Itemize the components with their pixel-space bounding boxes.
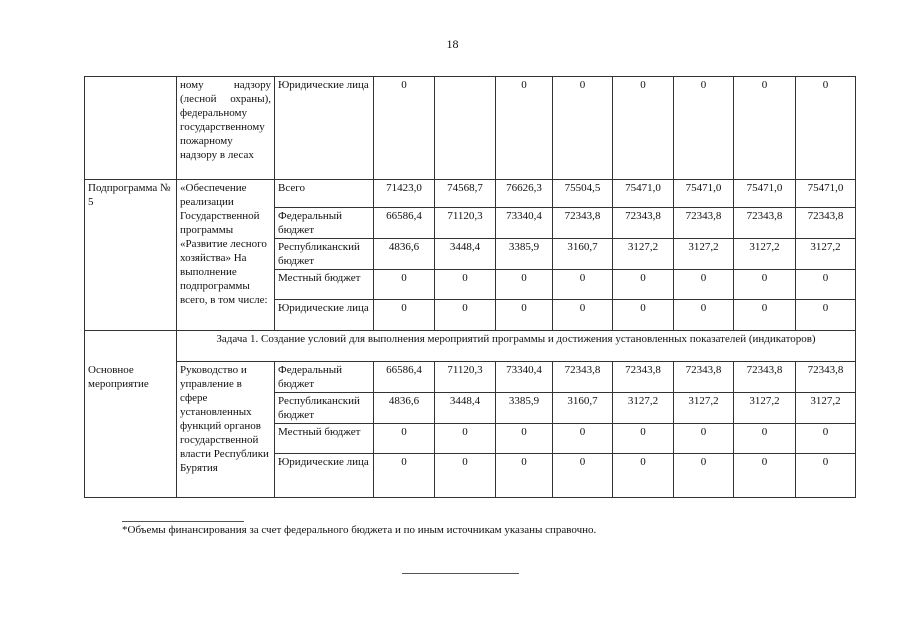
table-row [85,77,856,180]
value-cell: 3127,2 [613,239,674,270]
table-row [85,331,856,362]
value-cell: 75471,0 [613,180,674,208]
value-cell: 73340,4 [496,362,553,393]
value-cell: 3385,9 [496,393,553,424]
value-cell: 0 [734,300,796,331]
value-cell: 72343,8 [674,362,734,393]
value-cell: 0 [553,77,613,180]
value-cell: 71423,0 [374,180,435,208]
value-cell: 3127,2 [734,393,796,424]
value-cell: 3127,2 [674,239,734,270]
value-cell: 0 [553,270,613,300]
value-cell: 3127,2 [796,393,856,424]
value-cell: 3448,4 [435,393,496,424]
value-cell: 71120,3 [435,362,496,393]
value-cell: 0 [796,424,856,454]
table-row [85,362,856,393]
row-label [85,77,177,180]
value-cell: 66586,4 [374,208,435,239]
value-cell: 0 [374,270,435,300]
value-cell: 0 [613,454,674,498]
value-cell: 75504,5 [553,180,613,208]
value-cell: 0 [435,300,496,331]
value-cell: 0 [796,300,856,331]
value-cell: 0 [734,454,796,498]
value-cell: 0 [374,424,435,454]
value-cell: 0 [374,77,435,180]
value-cell: 75471,0 [734,180,796,208]
footnote-text: *Объемы финансирования за счет федерального бюджета и по иным источникам указаны справочно. [122,524,597,536]
value-cell: 0 [553,424,613,454]
task-heading: Задача 1. Создание условий для выполнения мероприятий программы и достижения установленных показателей (индикаторов) [177,331,856,362]
funding-source: Местный бюджет [275,424,374,454]
value-cell: 4836,6 [374,239,435,270]
value-cell: 0 [613,300,674,331]
value-cell: 71120,3 [435,208,496,239]
table-row [85,180,856,208]
funding-source: Республиканский бюджет [275,239,374,270]
subprogram-name: «Обеспечение реализации Государственной программы «Развитие лесного хозяйства» На выполнение подпрограммы всего, в том числе: [177,180,275,331]
value-cell: 3127,2 [674,393,734,424]
funding-source: Республиканский бюджет [275,393,374,424]
main-activity-label: Основное мероприятие [85,331,177,498]
value-cell: 0 [435,270,496,300]
value-cell: 0 [734,270,796,300]
value-cell: 0 [734,77,796,180]
value-cell: 72343,8 [796,362,856,393]
value-cell: 3127,2 [613,393,674,424]
value-cell: 72343,8 [553,208,613,239]
value-cell: 0 [796,77,856,180]
value-cell: 0 [374,300,435,331]
value-cell: 0 [496,454,553,498]
funding-source: Всего [275,180,374,208]
value-cell: 75471,0 [674,180,734,208]
value-cell: 72343,8 [734,362,796,393]
value-cell: 3127,2 [796,239,856,270]
value-cell: 0 [374,454,435,498]
value-cell: 72343,8 [734,208,796,239]
subprogram-label: Подпрограмма № 5 [85,180,177,331]
value-cell: 0 [553,454,613,498]
value-cell: 0 [796,270,856,300]
value-cell: 73340,4 [496,208,553,239]
value-cell [435,77,496,180]
funding-source: Юридические лица [275,300,374,331]
value-cell: 4836,6 [374,393,435,424]
value-cell: 0 [435,424,496,454]
activity-name: ному надзору (лесной охраны), федеральному государственному пожарному надзору в лесах [177,77,275,180]
funding-source: Федеральный бюджет [275,362,374,393]
value-cell: 72343,8 [613,362,674,393]
value-cell: 74568,7 [435,180,496,208]
value-cell: 0 [553,300,613,331]
value-cell: 0 [796,454,856,498]
value-cell: 0 [674,424,734,454]
page-number: 18 [446,37,459,51]
value-cell: 0 [734,424,796,454]
value-cell: 72343,8 [674,208,734,239]
value-cell: 76626,3 [496,180,553,208]
funding-source: Федеральный бюджет [275,208,374,239]
value-cell: 0 [435,454,496,498]
value-cell: 3385,9 [496,239,553,270]
value-cell: 0 [613,424,674,454]
value-cell: 72343,8 [796,208,856,239]
value-cell: 3448,4 [435,239,496,270]
value-cell: 3160,7 [553,239,613,270]
value-cell: 0 [496,300,553,331]
value-cell: 0 [496,424,553,454]
end-of-document-line [402,573,519,574]
value-cell: 0 [674,454,734,498]
value-cell: 75471,0 [796,180,856,208]
footnote-separator [122,521,244,522]
value-cell: 0 [613,270,674,300]
funding-source: Юридические лица [275,77,374,180]
main-activity-name: Руководство и управление в сфере установленных функций органов государственной власти Республики Бурятия [177,362,275,498]
value-cell: 72343,8 [553,362,613,393]
value-cell: 0 [674,300,734,331]
funding-source: Местный бюджет [275,270,374,300]
value-cell: 0 [496,77,553,180]
value-cell: 0 [496,270,553,300]
value-cell: 3160,7 [553,393,613,424]
funding-source: Юридические лица [275,454,374,498]
value-cell: 0 [613,77,674,180]
value-cell: 3127,2 [734,239,796,270]
budget-table [84,76,856,498]
value-cell: 72343,8 [613,208,674,239]
value-cell: 0 [674,77,734,180]
value-cell: 0 [674,270,734,300]
value-cell: 66586,4 [374,362,435,393]
